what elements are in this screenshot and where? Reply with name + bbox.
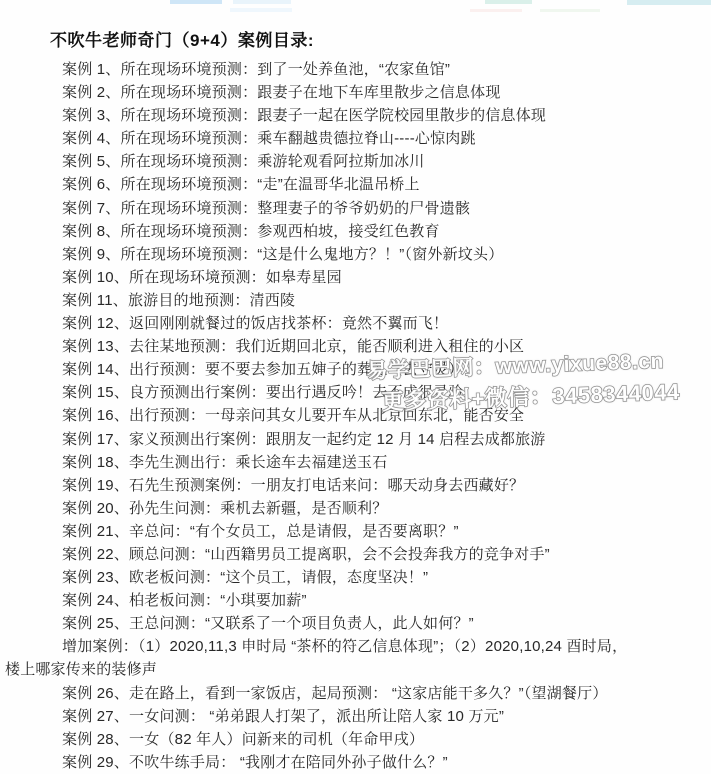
case-line: 案例 11、旅游目的地预测：清西陵: [62, 291, 296, 309]
case-line: 案例 17、家义预测出行案例：跟朋友一起约定 12 月 14 启程去成都旅游: [62, 430, 546, 448]
case-line: 案例 5、所在现场环境预测：乘游轮观看阿拉斯加冰川: [62, 153, 425, 171]
case-line: 案例 28、一女（82 年人）问新来的司机（年命甲戌）: [62, 730, 425, 748]
case-line: 案例 26、走在路上，看到一家饭店，起局预测： “这家店能干多久？”（望湖餐厅）: [62, 684, 608, 702]
watermark-wechat-text: 更多资料+微信：3458344044: [381, 379, 681, 415]
case-line: 案例 19、石先生预测案例：一朋友打电话来问：哪天动身去西藏好？: [62, 476, 525, 494]
scan-artifact: [485, 0, 532, 4]
page-title: 不吹牛老师奇门（9+4）案例目录:: [50, 31, 314, 50]
case-line: 案例 1、所在现场环境预测：到了一处养鱼池，“农家鱼馆”: [62, 61, 451, 78]
case-line: 案例 13、去往某地预测：我们近期回北京，能否顺利进入租住的小区: [62, 338, 525, 356]
scan-artifact: [540, 9, 600, 12]
scan-artifact: [170, 0, 222, 4]
case-line: 案例 25、王总问测：“又联系了一个项目负责人，此人如何？”: [62, 615, 474, 633]
case-line: 案例 29、不吹牛练手局： “我刚才在陪同外孙子做什么？”: [62, 753, 448, 771]
scan-artifact: [627, 0, 711, 5]
watermark-site-text: 易学巴巴网：www.yixue88.cn: [366, 349, 665, 383]
case-line: 案例 16、出行预测：一母亲问其女儿要开车从北京回东北，能否安全: [62, 407, 525, 425]
case-line: 案例 24、柏老板问测：“小琪要加薪”: [62, 592, 307, 610]
case-line: 增加案例：（1）2020,11,3 申时局 “茶杯的符乙信息体现”；（2）2020,10,24 酉时局，: [62, 638, 628, 656]
case-list: [5, 58, 709, 774]
watermark: [366, 345, 680, 418]
case-line: 案例 20、孙先生问测：乘机去新疆，是否顺利？: [62, 499, 388, 517]
case-line: 案例 23、欧老板问测：“这个员工，请假，态度坚决！”: [62, 569, 429, 587]
scan-artifact: [230, 8, 292, 12]
scan-artifact: [470, 9, 522, 12]
case-line: 案例 22、顾总问测：“山西籍男员工提离职，会不会投奔我方的竞争对手”: [62, 545, 550, 563]
case-line: 案例 12、返回刚刚就餐过的饭店找茶杯：竟然不翼而飞！: [62, 315, 449, 333]
case-line: 案例 8、所在现场环境预测：参观西柏坡，接受红色教育: [62, 222, 440, 240]
case-line: 案例 10、所在现场环境预测：如皋寿星园: [62, 268, 342, 286]
case-line: 案例 18、李先生测出行：乘长途车去福建送玉石: [62, 453, 388, 471]
case-line: 案例 6、所在现场环境预测：“走”在温哥华北温吊桥上: [62, 176, 420, 194]
case-line: 案例 4、所在现场环境预测：乘车翻越贵德拉脊山----心惊肉跳: [62, 130, 476, 148]
case-line: 案例 3、所在现场环境预测：跟妻子一起在医学院校园里散步的信息体现: [62, 107, 547, 125]
case-line: 案例 21、辛总问：“有个女员工，总是请假，是否要离职？”: [62, 522, 459, 540]
case-line: 案例 14、出行预测：要不要去参加五婶子的葬礼（去守灵）: [62, 361, 464, 379]
case-line: 案例 2、所在现场环境预测：跟妻子在地下车库里散步之信息体现: [62, 84, 501, 102]
scan-artifact: [233, 0, 291, 4]
case-line: 案例 27、一女问测： “弟弟跟人打架了，派出所让陪人家 10 万元”: [62, 707, 505, 725]
case-line: 案例 15、良方预测出行案例：要出行遇反吟！去不成很灵验: [62, 384, 464, 402]
case-line: 案例 7、所在现场环境预测：整理妻子的爷爷奶奶的尸骨遗骸: [62, 199, 471, 217]
case-line-wrap: 楼上哪家传来的装修声: [5, 661, 158, 679]
case-line: 案例 9、所在现场环境预测：“这是什么鬼地方？！”（窗外新坟头）: [62, 245, 504, 263]
